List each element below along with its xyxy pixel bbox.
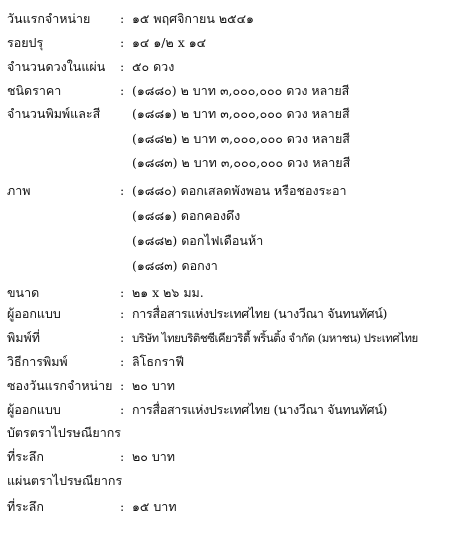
row-first-day-of-issue [0,9,457,29]
row-value: ๑๔ ๑/๒ x ๑๔ [132,35,207,50]
row-print-quantity-colour [0,104,457,124]
row-value: (๑๘๘๑) ดอกคองดึง [132,208,241,223]
row-label: ผู้ออกแบบ [7,402,61,417]
row-size [0,283,457,303]
row-value: ๒๐ บาท [132,378,176,393]
row-label: ผู้ออกแบบ [7,306,61,321]
row-colon: : [120,402,125,417]
row-colon: : [120,83,125,98]
row-cover-designer [0,400,457,420]
row-label: วิธีการพิมพ์ [7,354,68,369]
row-denomination [0,81,457,101]
row-label: พิมพ์ที่ [7,330,40,345]
row-label: จำนวนพิมพ์และสี [7,106,101,121]
row-value: ๑๕ พฤศจิกายน ๒๕๔๑ [132,11,254,26]
row-label: ขนาด [7,285,40,300]
row-label: ซองวันแรกจำหน่าย [7,378,113,393]
row-label: ที่ระลึก [7,449,44,464]
row-label: รอยปรุ [7,35,44,50]
row-value: ๒๐ บาท [132,449,176,464]
row-first-day-cover [0,376,457,396]
row-label: วันแรกจำหน่าย [7,11,91,26]
row-value: ลิโธกราฟี [132,354,185,369]
row-perforation [0,33,457,53]
row-value: (๑๘๘๑) ๒ บาท ๓,๐๐๐,๐๐๐ ดวง หลายสี [132,106,350,121]
row-value: (๑๘๘๒) ดอกไฟเดือนห้า [132,233,264,248]
row-colon: : [120,183,125,198]
row-colon: : [120,285,125,300]
row-stamps-per-sheet [0,57,457,77]
row-colon: : [120,354,125,369]
row-souvenir-sheet-price [0,497,457,517]
row-label: บัตรตราไปรษณียากร [7,425,122,440]
row-denomination-continued [0,129,457,149]
row-value: (๑๘๘๓) ๒ บาท ๓,๐๐๐,๐๐๐ ดวง หลายสี [132,155,351,170]
row-printer [0,328,457,348]
row-maximum-card-heading [0,423,457,443]
row-colon: : [120,35,125,50]
row-colon: : [120,499,125,514]
row-value: บริษัท ไทยบริติชซีเคียวริตี้ พริ้นติ้ง จำกัด (มหาชน) ประเทศไทย [132,331,418,345]
row-maximum-card-price [0,447,457,467]
row-denomination-continued [0,153,457,173]
row-value: การสื่อสารแห่งประเทศไทย (นางวีณา จันทนทัศน์) [132,306,388,321]
row-value: (๑๘๘๐) ๒ บาท ๓,๐๐๐,๐๐๐ ดวง หลายสี [132,83,350,98]
row-value: ๕๐ ดวง [132,59,175,74]
row-design [0,181,457,201]
row-label: ที่ระลึก [7,499,44,514]
row-label: แผ่นตราไปรษณียากร [7,473,123,488]
row-value: ๒๑ x ๒๖ มม. [132,285,204,300]
row-label: จำนวนดวงในแผ่น [7,59,106,74]
row-colon: : [120,449,125,464]
row-design-continued [0,256,457,276]
row-value: (๑๘๘๒) ๒ บาท ๓,๐๐๐,๐๐๐ ดวง หลายสี [132,131,350,146]
row-label: ชนิดราคา [7,83,62,98]
row-colon: : [120,330,125,345]
row-souvenir-sheet-heading [0,471,457,491]
row-value: การสื่อสารแห่งประเทศไทย (นางวีณา จันทนทัศน์) [132,402,388,417]
row-printing-process [0,352,457,372]
row-design-continued [0,206,457,226]
row-value: (๑๘๘๓) ดอกงา [132,258,218,273]
row-colon: : [120,59,125,74]
row-colon: : [120,11,125,26]
row-label: ภาพ [7,183,31,198]
row-colon: : [120,306,125,321]
row-colon: : [120,378,125,393]
row-value: (๑๘๘๐) ดอกเสลดพังพอน หรือชองระอา [132,183,347,198]
row-value: ๑๕ บาท [132,499,177,514]
row-designer [0,304,457,324]
row-design-continued [0,231,457,251]
